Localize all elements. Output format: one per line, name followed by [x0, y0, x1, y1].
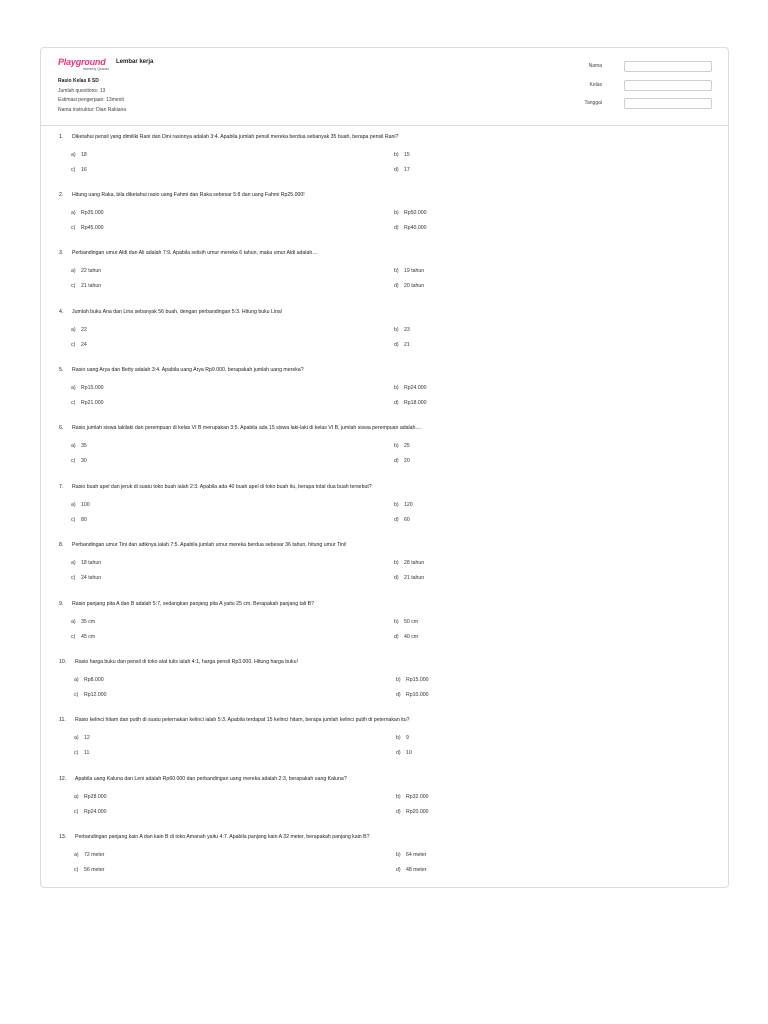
question-stem: [59, 776, 347, 782]
option-text: 40 cm: [404, 634, 419, 640]
question-text: Jumlah buku Ana dan Lina sebanyak 56 buah, dengan perbandingan 5:3. Hitung buku Lina!: [72, 309, 283, 315]
option-letter: d): [394, 458, 399, 464]
option-letter: b): [394, 560, 399, 566]
option-text: 11: [84, 750, 90, 756]
option-letter: b): [394, 502, 399, 508]
option-letter: b): [394, 385, 399, 391]
question-text: Diketahui pensil yang dimiliki Rani dan Dini rasionya adalah 3:4. Apabila jumlah pensil mereka berdua sebanyak 35 buah, berapa pensil Rani?: [72, 134, 399, 140]
answer-option[interactable]: [396, 692, 429, 698]
question-number: 12.: [59, 776, 67, 782]
question-stem: [59, 834, 369, 840]
option-text: Rp50.000: [404, 210, 427, 216]
option-letter: c): [74, 867, 79, 873]
question-item: [41, 709, 728, 767]
answer-option[interactable]: [71, 342, 87, 348]
option-letter: b): [396, 794, 401, 800]
option-text: Rp12.000: [84, 692, 107, 698]
option-letter: b): [394, 619, 399, 625]
option-text: 48 meter: [406, 867, 427, 873]
answer-option[interactable]: [394, 210, 427, 216]
answer-option[interactable]: [394, 385, 427, 391]
question-number: 6.: [59, 425, 64, 431]
option-letter: d): [394, 225, 399, 231]
question-stem: [59, 601, 314, 607]
answer-option[interactable]: [71, 210, 104, 216]
option-letter: d): [394, 400, 399, 406]
option-text: 100: [81, 502, 90, 508]
class-field: [582, 80, 712, 92]
answer-option[interactable]: [71, 502, 90, 508]
option-letter: a): [74, 677, 79, 683]
worksheet-title: Rasio Kelas 6 SD: [58, 78, 99, 84]
answer-option[interactable]: [71, 560, 101, 566]
answer-option[interactable]: [71, 517, 87, 523]
option-letter: b): [394, 152, 399, 158]
option-letter: a): [71, 443, 76, 449]
instructor-name: Nama instruktur: Dian Rakiana: [58, 106, 127, 113]
option-text: Rp8.000: [84, 677, 104, 683]
question-stem: [59, 425, 421, 431]
answer-option[interactable]: [394, 283, 424, 289]
option-text: 45 cm: [81, 634, 96, 640]
option-text: 80: [81, 517, 87, 523]
question-item: [41, 126, 728, 184]
answer-option[interactable]: [396, 750, 412, 756]
option-letter: c): [71, 458, 76, 464]
answer-option[interactable]: [71, 619, 95, 625]
answer-option[interactable]: [71, 268, 101, 274]
answer-option[interactable]: [71, 458, 87, 464]
answer-option[interactable]: [394, 327, 410, 333]
question-text: Perbandingan umur Aldi dan Ali adalah 7:9. Apabila selisih umur mereka 6 tahun, maka umur Aldi adalah....: [72, 250, 318, 256]
question-item: [41, 184, 728, 242]
option-letter: c): [71, 575, 76, 581]
question-number: 7.: [59, 484, 64, 490]
answer-option[interactable]: [71, 385, 104, 391]
option-letter: a): [74, 794, 79, 800]
option-text: Rp24.000: [404, 385, 427, 391]
question-text: Hitung uang Raka, bila diketahui rasio uang Fahmi dan Raka sebesar 5:8 dan uang Fahmi Rp25.000!: [72, 192, 305, 198]
question-stem: [59, 367, 304, 373]
answer-option[interactable]: [394, 342, 410, 348]
answer-option[interactable]: [394, 167, 410, 173]
worksheet-meta: [58, 77, 126, 115]
option-text: 30: [81, 458, 87, 464]
option-text: 21: [404, 342, 410, 348]
answer-option[interactable]: [71, 400, 104, 406]
option-text: 24 tahun: [81, 575, 102, 581]
option-text: Rp21.000: [81, 400, 104, 406]
option-text: 25: [404, 443, 410, 449]
logo-subtext: formerly Quizizz: [83, 67, 109, 71]
answer-option[interactable]: [394, 443, 410, 449]
option-text: 120: [404, 502, 413, 508]
option-letter: d): [394, 283, 399, 289]
option-letter: c): [71, 400, 76, 406]
worksheet-header: [41, 48, 728, 126]
name-input[interactable]: [624, 61, 712, 72]
answer-option[interactable]: [394, 634, 418, 640]
option-text: 18 tahun: [81, 560, 102, 566]
option-letter: a): [71, 152, 76, 158]
option-letter: d): [394, 517, 399, 523]
answer-option[interactable]: [74, 750, 89, 756]
answer-option[interactable]: [74, 735, 90, 741]
option-text: 72 meter: [84, 852, 105, 858]
question-text: Rasio uang Arya dan Betty adalah 3:4. Apabila uang Arya Rp9.000, berapakah jumlah uang mereka?: [72, 367, 304, 373]
question-item: [41, 534, 728, 592]
question-number: 1.: [59, 134, 64, 140]
answer-option[interactable]: [71, 167, 87, 173]
option-text: 50 cm: [404, 619, 419, 625]
option-letter: b): [394, 210, 399, 216]
option-text: 35: [81, 443, 87, 449]
option-letter: a): [71, 268, 76, 274]
answer-option[interactable]: [394, 400, 427, 406]
answer-option[interactable]: [396, 867, 426, 873]
question-text: Perbandingan panjang kain A dan kain B di toko Amanah yaitu 4:7. Apabila panjang kain A 32 meter, berapakah panjang kain B?: [75, 834, 370, 840]
question-number: 9.: [59, 601, 64, 607]
option-letter: c): [71, 342, 76, 348]
answer-option[interactable]: [71, 634, 95, 640]
answer-option[interactable]: [71, 152, 87, 158]
question-item: [41, 301, 728, 359]
option-text: Rp10.000: [406, 692, 429, 698]
answer-option[interactable]: [396, 794, 429, 800]
answer-option[interactable]: [394, 517, 410, 523]
date-field: [582, 98, 712, 110]
option-text: Rp32.000: [406, 794, 429, 800]
option-text: Rp15.000: [406, 677, 429, 683]
option-text: 19 tahun: [404, 268, 425, 274]
answer-option[interactable]: [394, 502, 413, 508]
answer-option[interactable]: [394, 458, 410, 464]
answer-option[interactable]: [71, 327, 87, 333]
option-text: Rp28.000: [84, 794, 107, 800]
answer-option[interactable]: [394, 152, 410, 158]
option-text: 15: [404, 152, 410, 158]
option-text: 20: [404, 458, 410, 464]
question-stem: [59, 192, 305, 198]
option-letter: d): [396, 750, 401, 756]
question-item: [41, 476, 728, 534]
option-text: Rp20.000: [406, 809, 429, 815]
logo-text: Playground: [58, 57, 106, 67]
option-letter: c): [74, 750, 79, 756]
option-letter: a): [71, 327, 76, 333]
answer-option[interactable]: [74, 794, 107, 800]
question-text: Rasio panjang pita A dan B adalah 5:7, sedangkan panjang pita A yaitu 25 cm. Berapakah panjang tali B?: [72, 601, 314, 607]
option-letter: d): [394, 575, 399, 581]
option-text: Rp35.000: [81, 210, 104, 216]
answer-option[interactable]: [71, 283, 101, 289]
answer-option[interactable]: [71, 443, 87, 449]
option-letter: b): [396, 735, 401, 741]
question-number: 13.: [59, 834, 67, 840]
answer-option[interactable]: [71, 575, 101, 581]
class-input[interactable]: [624, 80, 712, 91]
question-item: [41, 651, 728, 709]
option-letter: a): [74, 735, 79, 741]
option-text: 20 tahun: [404, 283, 425, 289]
answer-option[interactable]: [396, 852, 426, 858]
date-label: Tanggal: [584, 100, 602, 106]
answer-option[interactable]: [394, 575, 424, 581]
option-text: 60: [404, 517, 410, 523]
option-letter: a): [71, 210, 76, 216]
question-number: 3.: [59, 250, 64, 256]
question-item: [41, 359, 728, 417]
answer-option[interactable]: [394, 225, 427, 231]
question-number: 4.: [59, 309, 64, 315]
option-letter: a): [71, 619, 76, 625]
question-stem: [59, 717, 410, 723]
option-letter: d): [396, 692, 401, 698]
option-text: 22: [81, 327, 87, 333]
option-letter: b): [394, 268, 399, 274]
option-letter: c): [71, 634, 76, 640]
option-letter: c): [71, 167, 76, 173]
question-number: 10.: [59, 659, 67, 665]
option-text: 35 cm: [81, 619, 96, 625]
option-text: 12: [84, 735, 90, 741]
question-text: Apabila uang Kaluna dan Leni adalah Rp60.000 dan perbandingan uang mereka adalah 2:3, berapakah uang Kaluna?: [75, 776, 347, 782]
option-text: Rp24.000: [84, 809, 107, 815]
question-stem: [59, 250, 318, 256]
question-item: [41, 417, 728, 475]
worksheet-label: Lembar kerja: [116, 59, 154, 65]
question-text: Rasio kelinci hitam dan putih di suatu peternakan kelinci ialah 5:3. Apabila terdapat 15 kelinci hitam, berapa jumlah kelinci putih di peternakan itu?: [75, 717, 410, 723]
option-letter: a): [74, 852, 79, 858]
option-text: 17: [404, 167, 410, 173]
option-letter: c): [71, 225, 76, 231]
option-letter: c): [74, 692, 79, 698]
option-letter: d): [394, 342, 399, 348]
answer-option[interactable]: [74, 852, 104, 858]
name-label: Nama: [588, 63, 602, 69]
question-stem: [59, 134, 398, 140]
option-letter: c): [74, 809, 79, 815]
question-text: Perbandingan umur Tini dan adiknya ialah 7:5. Apabila jumlah umur mereka berdua sebesar 36 tahun, hitung umur Tini!: [72, 542, 347, 548]
answer-option[interactable]: [394, 619, 418, 625]
question-stem: [59, 484, 372, 490]
option-text: 22 tahun: [81, 268, 102, 274]
option-text: 23: [404, 327, 410, 333]
option-text: 9: [406, 735, 409, 741]
option-text: 18: [81, 152, 87, 158]
answer-option[interactable]: [74, 867, 104, 873]
option-letter: d): [394, 167, 399, 173]
question-text: Rasio jumlah siswa lakilaki dan perempuan di kelas VI B merupakan 3:5. Apabila ada 15 siswa laki-laki di kelas VI B, jumlah siswa perempuan adalah....: [72, 425, 422, 431]
option-text: Rp40.000: [404, 225, 427, 231]
question-item: [41, 593, 728, 651]
option-text: Rp45.000: [81, 225, 104, 231]
question-stem: [59, 309, 282, 315]
option-letter: b): [394, 443, 399, 449]
answer-option[interactable]: [394, 560, 424, 566]
option-letter: c): [71, 283, 76, 289]
option-text: 56 meter: [84, 867, 105, 873]
option-text: 16: [81, 167, 87, 173]
option-text: 24: [81, 342, 87, 348]
playground-logo: [58, 57, 118, 74]
option-text: 21 tahun: [404, 575, 425, 581]
answer-option[interactable]: [74, 692, 107, 698]
option-letter: b): [396, 852, 401, 858]
question-item: [41, 768, 728, 826]
question-number: 8.: [59, 542, 64, 548]
answer-option[interactable]: [396, 677, 429, 683]
question-number: 5.: [59, 367, 64, 373]
question-count: Jumlah questions: 13: [58, 87, 106, 94]
answer-option[interactable]: [74, 809, 107, 815]
option-letter: d): [394, 634, 399, 640]
option-text: 28 tahun: [404, 560, 425, 566]
question-number: 11.: [59, 717, 66, 723]
option-text: 10: [406, 750, 412, 756]
option-letter: b): [394, 327, 399, 333]
class-label: Kelas: [589, 82, 602, 88]
date-input[interactable]: [624, 98, 712, 109]
option-letter: d): [396, 867, 401, 873]
question-number: 2.: [59, 192, 64, 198]
worksheet: [40, 47, 729, 888]
question-stem: [59, 542, 347, 548]
option-letter: a): [71, 560, 76, 566]
question-item: [41, 242, 728, 300]
option-letter: c): [71, 517, 76, 523]
answer-option[interactable]: [394, 268, 424, 274]
option-letter: d): [396, 809, 401, 815]
name-field: [582, 61, 712, 73]
question-text: Rasio buah apel dan jeruk di suatu toko buah ialah 2:3. Apabila ada 40 buah apel di toko buah itu, berapa total dua buah tersebut?: [72, 484, 372, 490]
answer-option[interactable]: [396, 809, 429, 815]
answer-option[interactable]: [396, 735, 409, 741]
estimated-time: Estimasi pengerjaan: 13menit: [58, 97, 124, 103]
option-text: Rp15.000: [81, 385, 104, 391]
question-stem: [59, 659, 298, 665]
option-letter: a): [71, 385, 76, 391]
option-text: Rp18.000: [404, 400, 427, 406]
option-letter: b): [396, 677, 401, 683]
answer-option[interactable]: [74, 677, 104, 683]
option-text: 21 tahun: [81, 283, 102, 289]
question-item: [41, 826, 728, 884]
question-text: Rasio harga buku dan pensil di toko alat tulis ialah 4:1, harga pensil Rp3.000. Hitung harga buku!: [75, 659, 298, 665]
option-text: 64 meter: [406, 852, 427, 858]
option-letter: a): [71, 502, 76, 508]
answer-option[interactable]: [71, 225, 104, 231]
